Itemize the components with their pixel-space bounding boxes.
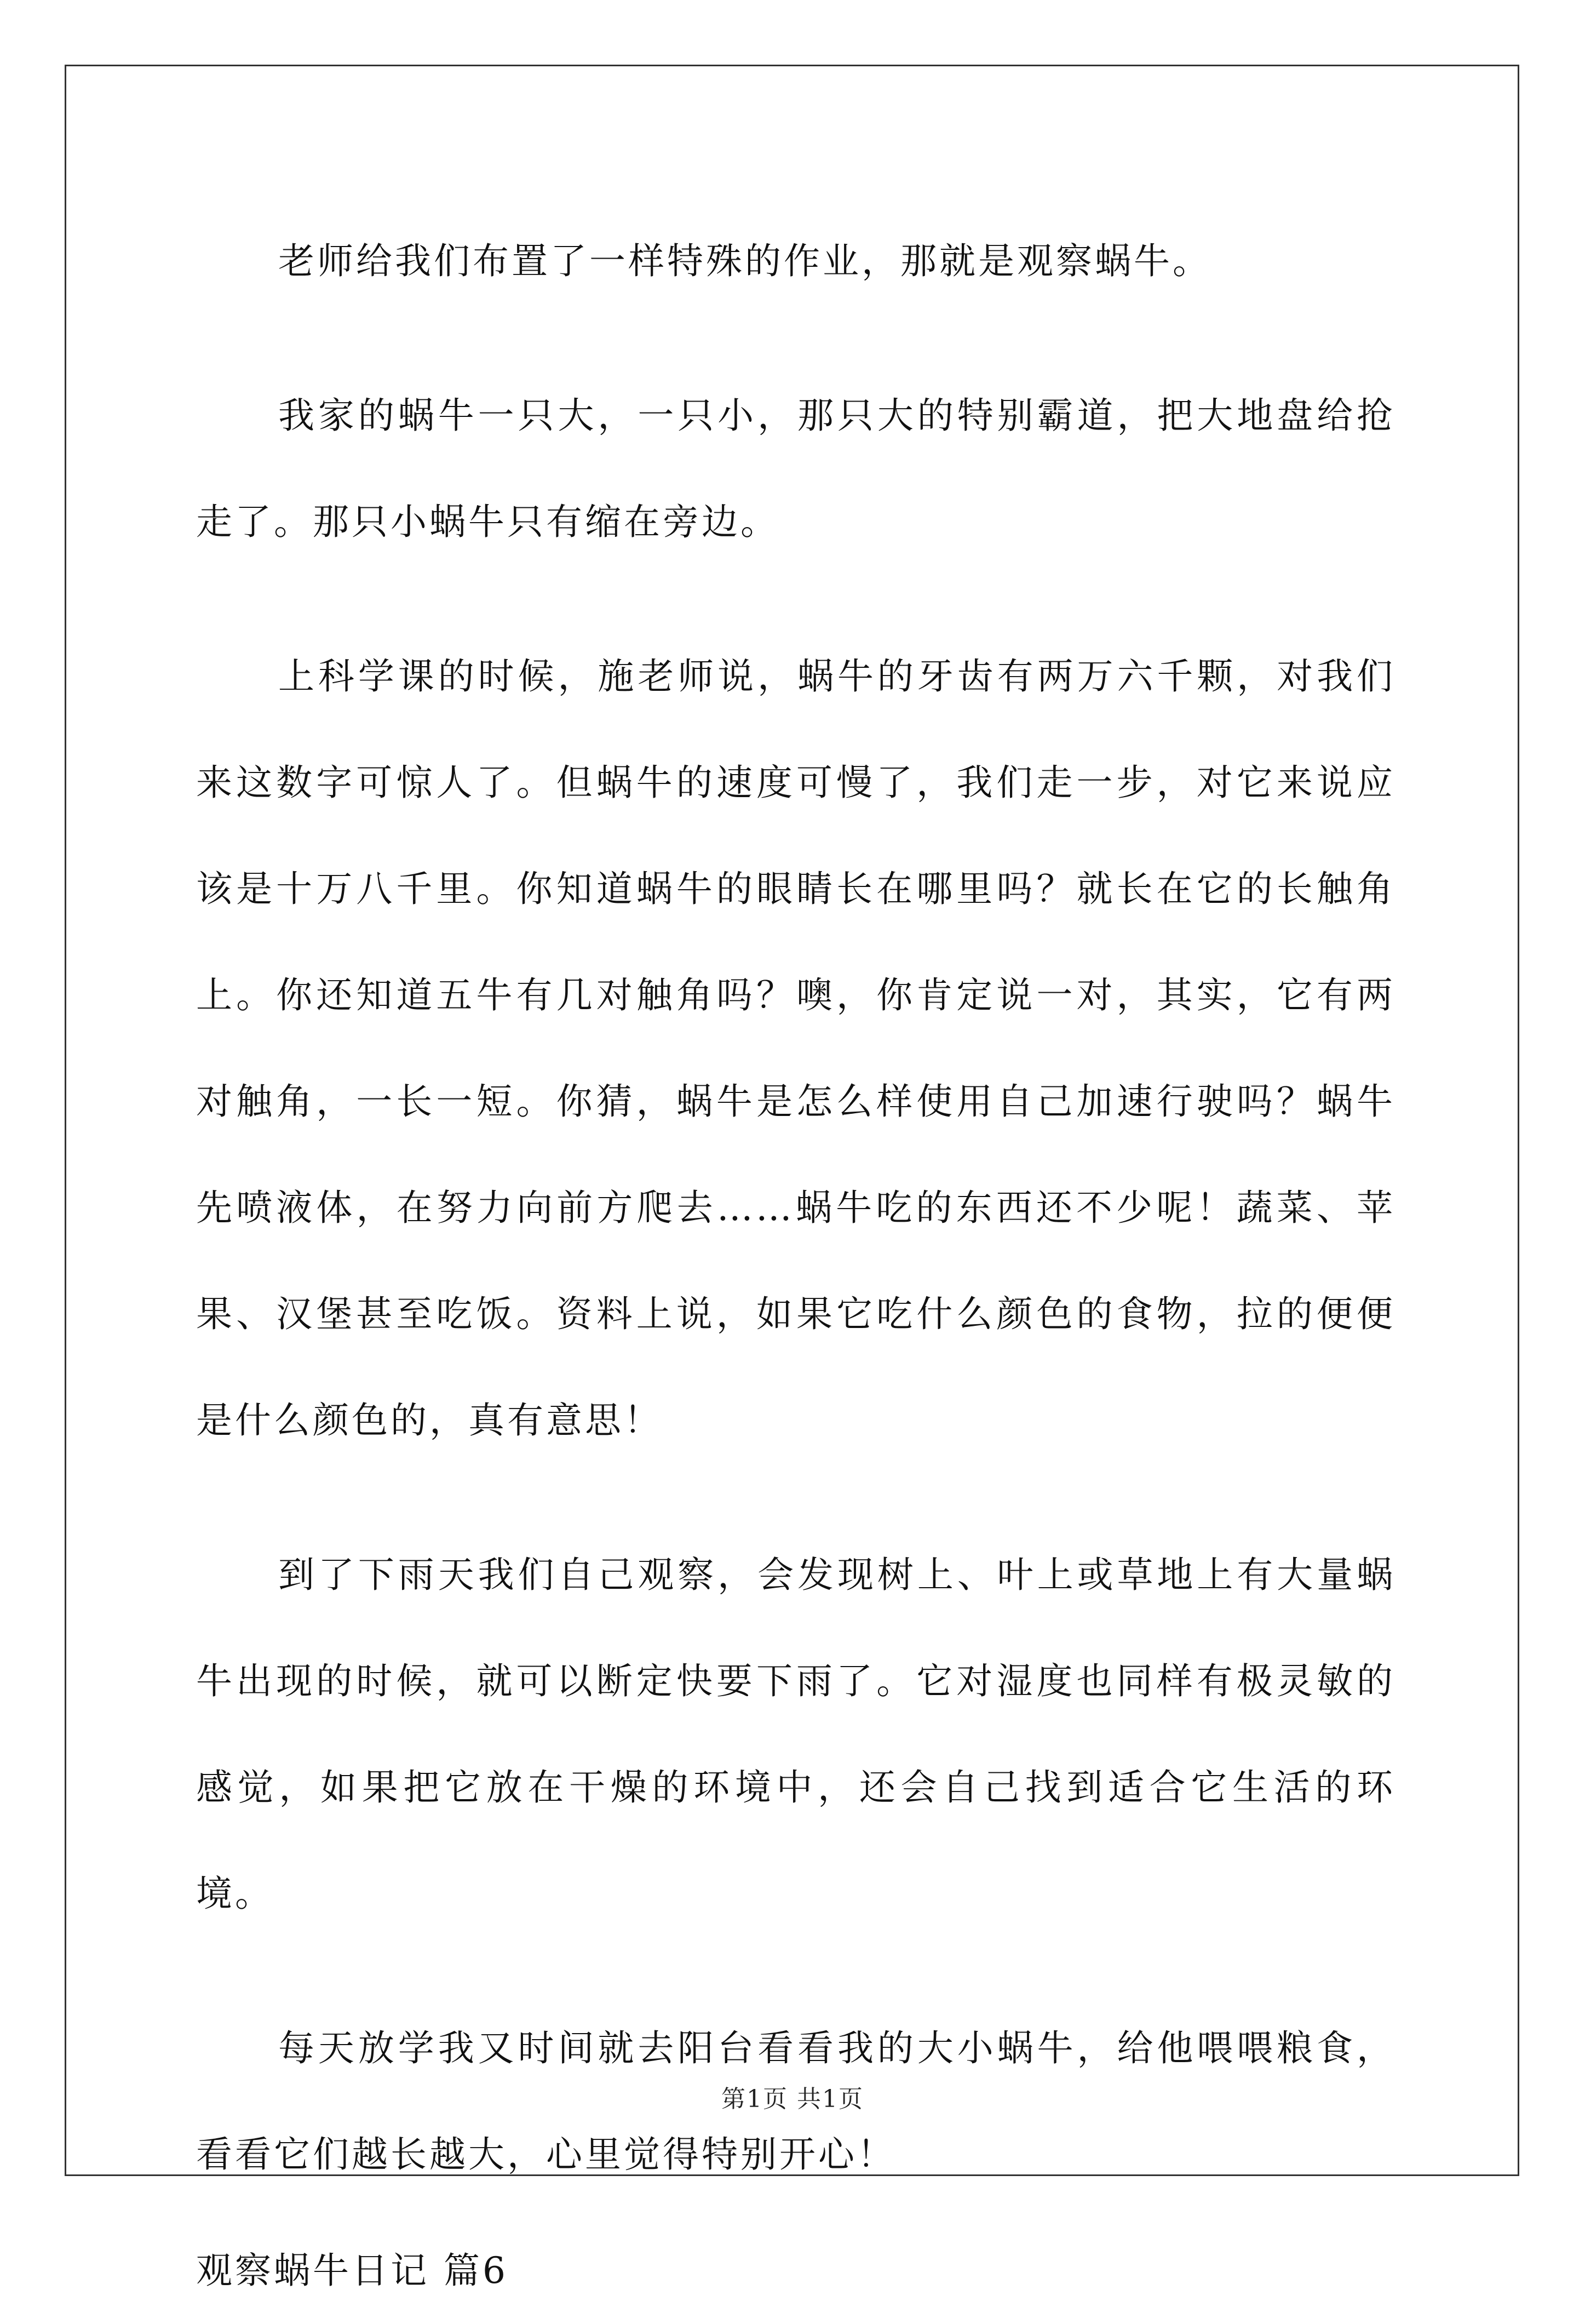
paragraph-4: 到了下雨天我们自己观察，会发现树上、叶上或草地上有大量蜗牛出现的时候，就可以断定快要下雨了。它对湿度也同样有极灵敏的感觉，如果把它放在干燥的环境中，还会自己找到适合它生活的环境。 (196, 1554, 1396, 1915)
document-body (196, 208, 1396, 2324)
section-heading: 观察蜗牛日记 篇6 (196, 2249, 508, 2292)
paragraph-5: 每天放学我又时间就去阳台看看我的大小蜗牛，给他喂喂粮食，看看它们越长越大，心里觉得特别开心！ (196, 2027, 1396, 2176)
page-footer: 第1页 共1页 (721, 2085, 864, 2113)
paragraph-2: 我家的蜗牛一只大，一只小，那只大的特别霸道，把大地盘给抢走了。那只小蜗牛只有缩在旁边。 (196, 394, 1396, 543)
paragraph-1: 老师给我们布置了一样特殊的作业，那就是观察蜗牛。 (278, 240, 1211, 282)
paragraph-3: 上科学课的时候，施老师说，蜗牛的牙齿有两万六千颗，对我们来这数字可惊人了。但蜗牛的速度可慢了，我们走一步，对它来说应该是十万八千里。你知道蜗牛的眼睛长在哪里吗？就长在它的长触角上。你还知道五牛有几对触角吗？噢，你肯定说一对，其实，它有两对触角，一长一短。你猜，蜗牛是怎么样使用自己加速行驶吗？蜗牛先喷液体，在努力向前方爬去……蜗牛吃的东西还不少呢！蔬菜、苹果、汉堡甚至吃饭。资料上说，如果它吃什么颜色的食物，拉的便便是什么颜色的，真有意思！ (196, 655, 1396, 1441)
